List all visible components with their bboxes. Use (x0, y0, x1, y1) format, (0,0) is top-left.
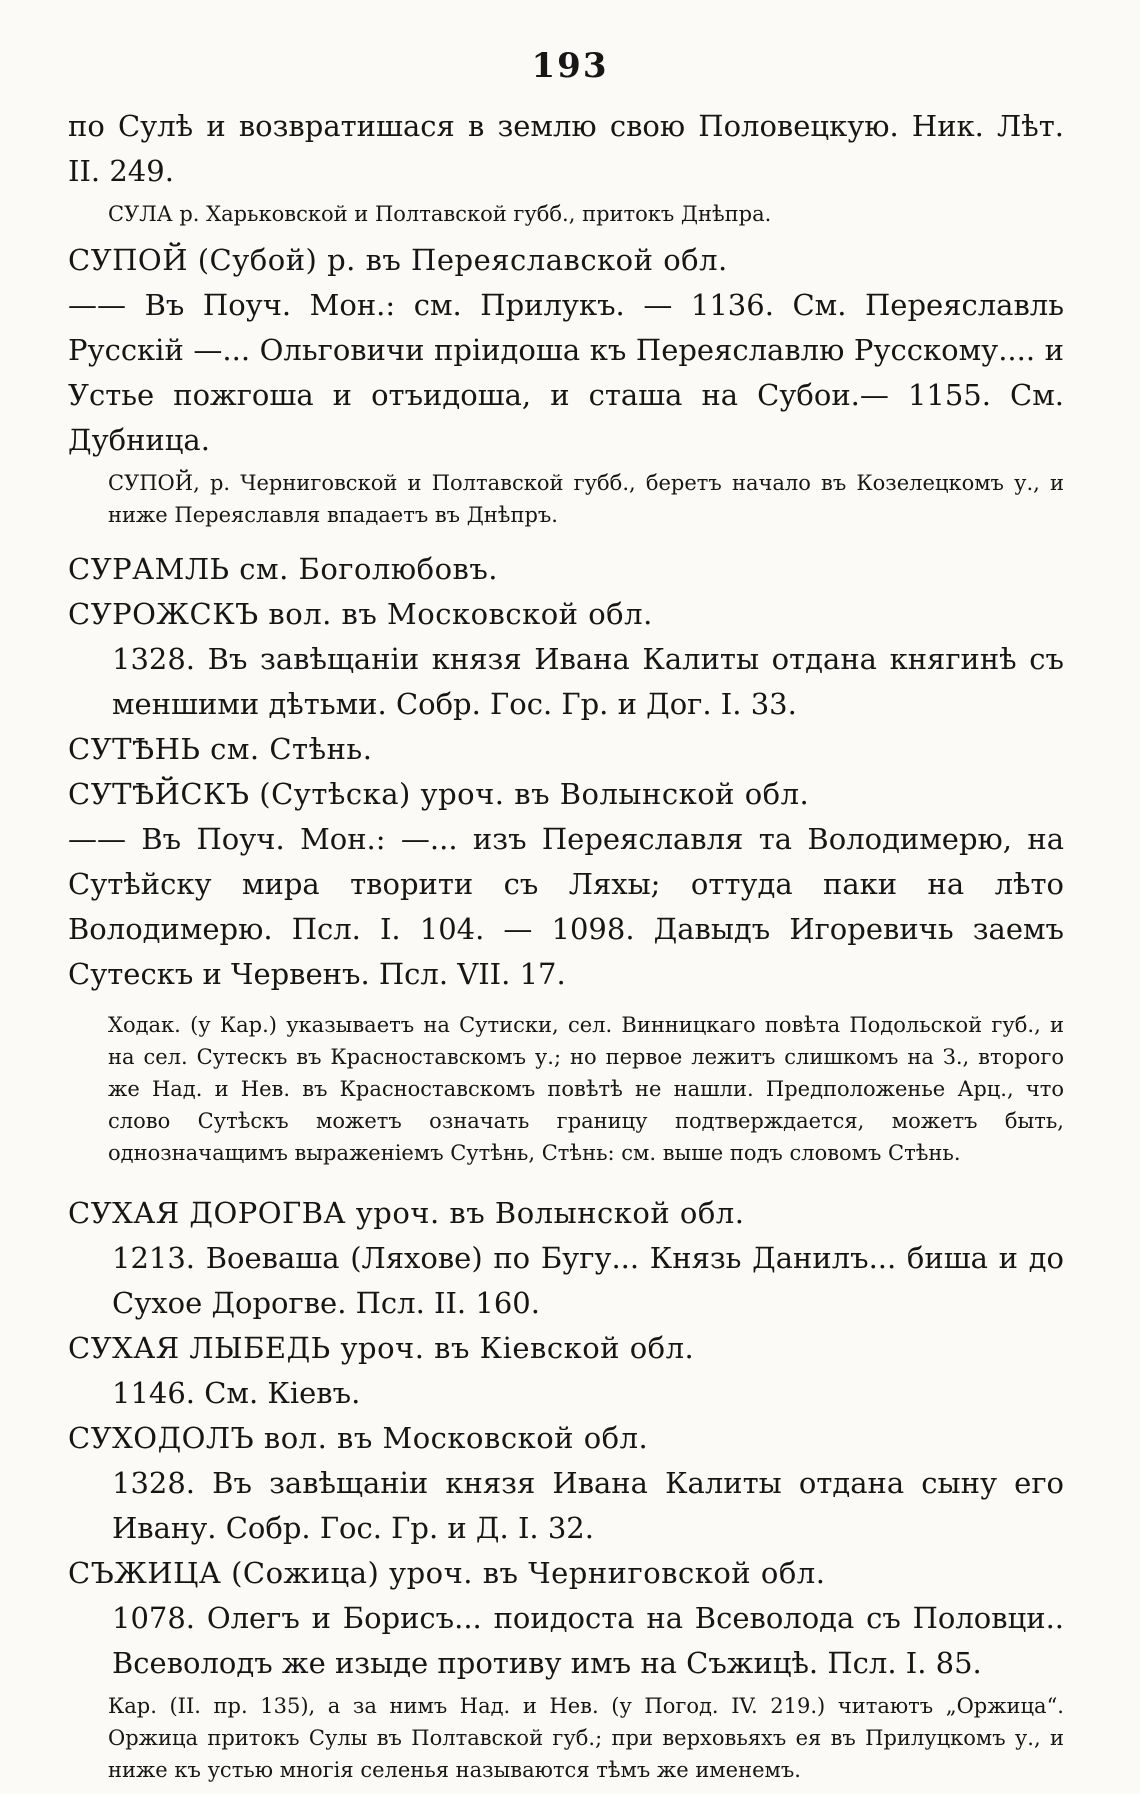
entry-body-szhitsa: 1078. Олегъ и Борисъ... поидоста на Всеволода съ Половци.. Всеволодъ же изыде противу имъ на Съжицѣ. Псл. I. 85. (112, 1601, 1064, 1680)
entry-body-sukhodol: 1328. Въ завѣщаніи князя Ивана Калиты отдана сыну его Ивану. Собр. Гос. Гр. и Д. I. 32. (112, 1466, 1064, 1545)
entry-heading-surozhsk: СУРОЖСКЪ вол. въ Московской обл. (68, 597, 653, 631)
entry-body-sukhaya-lybed: 1146. См. Кіевъ. (112, 1376, 361, 1410)
note-supoy: СУПОЙ, р. Черниговской и Полтавской губб., беретъ начало въ Козелецкомъ у., и ниже Переяславля впадаетъ въ Днѣпръ. (108, 471, 1064, 527)
entry-heading-suraml: СУРАМЛЬ см. Боголюбовъ. (68, 552, 499, 586)
note-suteysk: Ходак. (у Кар.) указываетъ на Сутиски, сел. Винницкаго повѣта Подольской губ., и на сел. Сутескъ въ Красноставскомъ у.; но первое лежитъ слишкомъ на З., второго же Над. и Нев. въ Красноставскомъ повѣтѣ не нашли. Предположенье Арц., что слово Сутѣскъ можетъ означать границу подтверждается, можетъ быть, однозначащимъ выраженіемъ Сутѣнь, Стѣнь: см. выше подъ словомъ Стѣнь. (108, 1013, 1064, 1165)
note-sula: СУЛА р. Харьковской и Полтавской губб., притокъ Днѣпра. (108, 202, 772, 226)
entry-heading-suten: СУТѢНЬ см. Стѣнь. (68, 732, 373, 766)
entry-heading-sukhodol: СУХОДОЛЪ вол. въ Московской обл. (68, 1421, 649, 1455)
entry-body-suteysk: —— Въ Поуч. Мон.: —... изъ Переяславля та Володимерю, на Сутѣйску мира творити съ Ляхы; оттуда паки на лѣто Володимерю. Псл. I. 104. — 1098. Давыдъ Игоревичь заемъ Сутескъ и Червенъ. Псл. VII. 17. (68, 822, 1064, 991)
note-szhitsa: Кар. (II. пр. 135), а за нимъ Над. и Нев. (у Погод. IV. 219.) читаютъ „Оржица“. Оржица притокъ Сулы въ Полтавской губ.; при верховьяхъ ея въ Прилуцкомъ у., и ниже къ устью многія селенья называются тѣмъ же именемъ. (108, 1694, 1064, 1782)
entry-body-supoy: —— Въ Поуч. Мон.: см. Прилукъ. — 1136. См. Переяславль Русскій —... Ольговичи пріидоша къ Переяславлю Русскому.... и Устье пожгоша и отъидоша, и сташа на Субои.— 1155. См. Дубница. (68, 288, 1064, 457)
entry-heading-suteysk: СУТѢЙСКЪ (Сутѣска) уроч. въ Волынской обл. (68, 777, 810, 811)
entry-heading-sukhaya-dorogva: СУХАЯ ДОРОГВА уроч. въ Волынской обл. (68, 1196, 745, 1230)
entry-heading-supoy: СУПОЙ (Субой) р. въ Переяславской обл. (68, 243, 728, 277)
page-content (68, 104, 1064, 1794)
paragraph-1: по Сулѣ и возвратишася в землю свою Половецкую. Ник. Лѣт. II. 249. (68, 109, 1064, 188)
entry-body-surozhsk: 1328. Въ завѣщаніи князя Ивана Калиты отдана княгинѣ съ меншими дѣтьми. Собр. Гос. Гр. и Дог. I. 33. (112, 642, 1064, 721)
entry-body-sukhaya-dorogva: 1213. Воеваша (Ляхове) по Бугу... Князь Данилъ... биша и до Сухое Дорогве. Псл. II. 160. (112, 1241, 1064, 1320)
page-number: 193 (531, 46, 609, 86)
entry-heading-szhitsa: СЪЖИЦА (Сожица) уроч. въ Черниговской обл. (68, 1556, 826, 1590)
entry-heading-sukhaya-lybed: СУХАЯ ЛЫБЕДЬ уроч. въ Кіевской обл. (68, 1331, 695, 1365)
